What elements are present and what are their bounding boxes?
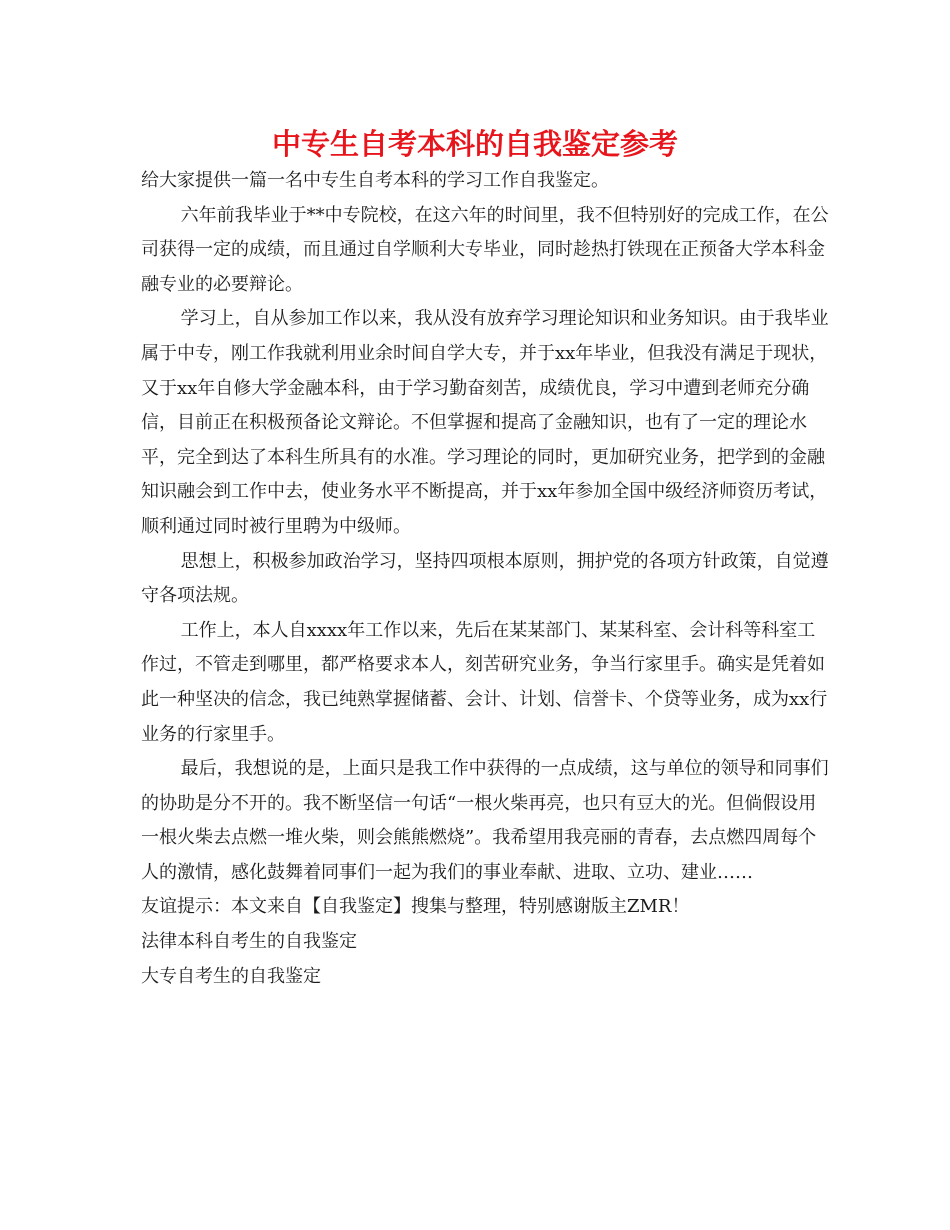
related-link-college[interactable]: 大专自考生的自我鉴定 bbox=[141, 965, 321, 987]
document-title: 中专生自考本科的自我鉴定参考 bbox=[271, 127, 678, 161]
paragraph-conclusion: 最后，我想说的是，上面只是我工作中获得的一点成绩，这与单位的领导和同事们的协助是分不开的。我不断坚信一句话“一根火柴再亮，也只有豆大的光。但倘假设用一根火柴去点燃一堆火柴，则会熊熊燃烧”。我希望用我亮丽的青春，去点燃四周每个人的激情，感化鼓舞着同事们一起为我们的事业奉献、进取、立功、建业…… bbox=[141, 758, 829, 883]
paragraph-study: 学习上，自从参加工作以来，我从没有放弃学习理论知识和业务知识。由于我毕业属于中专，刚工作我就利用业余时间自学大专，并于xx年毕业，但我没有满足于现状，又于xx年自修大学金融本科，由于学习勤奋刻苦，成绩优良，学习中遭到老师充分确信，目前正在积极预备论文辩论。不但掌握和提高了金融知识，也有了一定的理论水平，完全到达了本科生所具有的水准。学习理论的同时，更加研究业务，把学到的金融知识融会到工作中去，使业务水平不断提高，并于xx年参加全国中级经济师资历考试，顺利通过同时被行里聘为中级师。 bbox=[141, 308, 829, 537]
related-link-law[interactable]: 法律本科自考生的自我鉴定 bbox=[141, 931, 357, 953]
paragraph-thought: 思想上，积极参加政治学习，坚持四项根本原则，拥护党的各项方针政策，自觉遵守各项法规。 bbox=[141, 550, 829, 607]
paragraph-work: 工作上，本人自xxxx年工作以来，先后在某某部门、某某科室、会计科等科室工作过，不管走到哪里，都严格要求本人，刻苦研究业务，争当行家里手。确实是凭着如此一种坚决的信念，我已纯熟掌握储蓄、会计、计划、信誉卡、个贷等业务，成为xx行业务的行家里手。 bbox=[141, 619, 828, 745]
source-tip: 友谊提示：本文来自【自我鉴定】搜集与整理，特别感谢版主ZMR！ bbox=[141, 896, 690, 918]
intro-paragraph: 给大家提供一篇一名中专生自考本科的学习工作自我鉴定。 bbox=[141, 170, 609, 191]
paragraph-background: 六年前我毕业于**中专院校，在这六年的时间里，我不但特别好的完成工作，在公司获得一定的成绩，而且通过自学顺利大专毕业，同时趁热打铁现在正预备大学本科金融专业的必要辩论。 bbox=[141, 204, 829, 295]
document-body bbox=[141, 164, 831, 994]
